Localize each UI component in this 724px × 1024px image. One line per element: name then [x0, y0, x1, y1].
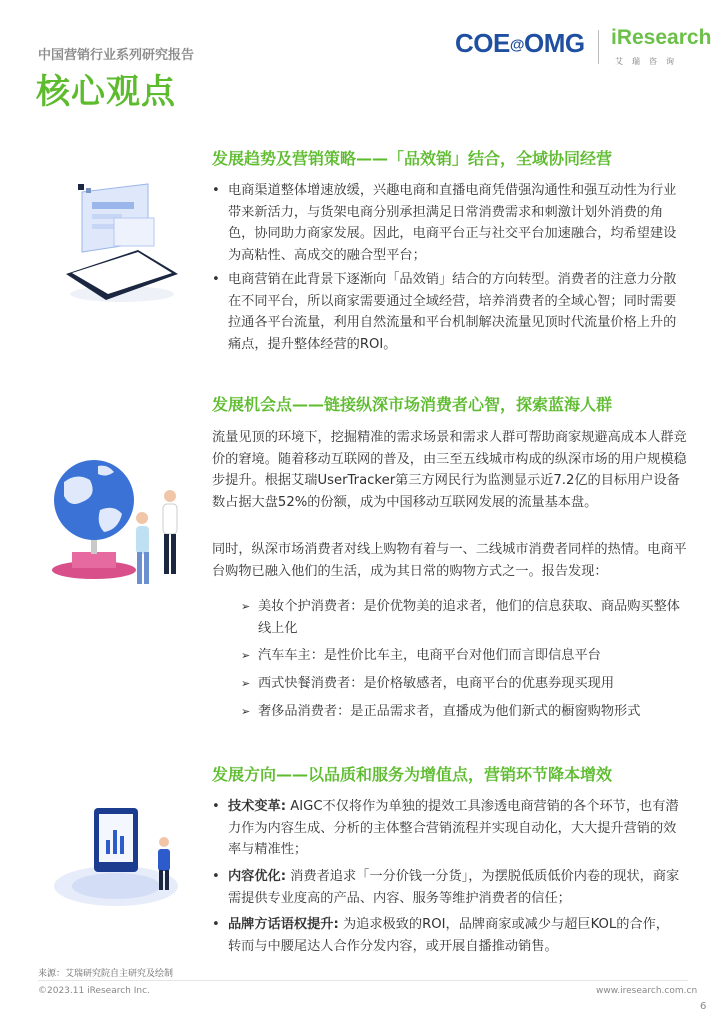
section3-bullet-2-label: 内容优化:	[228, 869, 287, 884]
section3-bullet-3	[212, 914, 682, 957]
section3-bullet-2	[212, 866, 682, 909]
copyright: ©2023.11 iResearch Inc.	[38, 986, 150, 996]
section2-finding-4: ➢ 奢侈品消费者：是正品需求者，直播成为他们新式的橱窗购物形式	[241, 701, 691, 723]
iresearch-logo-cn: 艾瑞咨询	[615, 57, 683, 66]
section3-title: 发展方向——以品质和服务为增值点，营销环节降本增效	[212, 765, 613, 784]
section2-title: 发展机会点——链接纵深市场消费者心智，探索蓝海人群	[212, 395, 613, 414]
section2-finding-1: ➢ 美妆个护消费者：是价优物美的追求者，他们的信息获取、商品购买整体线上化	[241, 596, 691, 639]
iresearch-logo: iResearch	[611, 26, 712, 49]
section2-paragraph-1: 流量见顶的环境下，挖掘精准的需求场景和需求人群可帮助商家规避高成本人群竞价的窘境。随着移动互联网的普及，由三至五线城市构成的纵深市场的用户规模稳步提升。根据艾瑞UserTracker第三方网民行为监测显示近7.2亿的目标用户设备数占据大盘52%的份额，成为中国移动互联网发展的流量基本盘。	[212, 430, 687, 510]
source-note: 来源：艾瑞研究院自主研究及绘制	[38, 969, 174, 979]
report-series-title: 中国营销行业系列研究报告	[38, 48, 195, 63]
section3-bullet-1-text: AIGC不仅将作为单独的提效工具渗透电商营销的各个环节，也有潜力作为内容生成、分析的主体整合营销流程并实现自动化，大大提升营销的效率与精准性；	[228, 799, 679, 857]
page-number: 6	[700, 1001, 707, 1012]
logo-divider	[598, 30, 599, 64]
page-title: 核心观点	[36, 72, 176, 112]
footer-divider	[38, 980, 688, 981]
section1-bullet-2: • 电商营销在此背景下逐渐向「品效销」结合的方向转型。消费者的注意力分散在不同平台，所以商家需要通过全域经营，培养消费者的全域心智；同时需要拉通各平台流量，利用自然流量和平台机制解决流量见顶时代流量价格上升的痛点，提升整体经营的ROI。	[212, 269, 682, 355]
globe-people-illustration	[42, 452, 192, 592]
section3-bullet-1-label: 技术变革:	[228, 799, 287, 814]
section2-paragraph-2: 同时，纵深市场消费者对线上购物有着与一、二线城市消费者同样的热情。电商平台购物已融入他们的生活，成为其日常的购物方式之一。报告发现：	[212, 542, 687, 579]
section3-bullet-3-text: 为追求极致的ROI，品牌商家或减少与超巨KOL的合作，转而与中腰尾达人合作分发内容，或开展自播推动销售。	[228, 917, 669, 954]
section2-finding-3: ➢ 西式快餐消费者：是价格敏感者，电商平台的优惠券现买现用	[241, 673, 691, 695]
section3-bullet-2-text: 消费者追求「一分价钱一分货」，为摆脱低质低价内卷的现状，商家需提供专业度高的产品、内容、服务等维护消费者的信任；	[228, 869, 680, 906]
website-link[interactable]: www.iresearch.com.cn	[596, 986, 698, 996]
section1-bullet-1: • 电商渠道整体增速放缓，兴趣电商和直播电商凭借强沟通性和强互动性为行业带来新活力，与货架电商分别承担满足日常消费需求和刺激计划外消费的角色，协同助力商家发展。因此，电商平台正与社交平台加速融合，均希望建设为高粘性、高成交的融合型平台；	[212, 180, 682, 266]
section1-title: 发展趋势及营销策略——「品效销」结合，全域协同经营	[212, 149, 613, 168]
smartphone-dashboard-illustration	[52, 178, 192, 308]
section2-finding-2: ➢ 汽车车主：是性价比车主，电商平台对他们而言即信息平台	[241, 645, 691, 667]
coe-omg-logo: COE@OMG	[455, 28, 585, 58]
section3-bullet-1	[212, 796, 682, 861]
section3-bullet-3-label: 品牌方话语权提升:	[228, 917, 339, 932]
tablet-chart-illustration	[46, 800, 196, 910]
